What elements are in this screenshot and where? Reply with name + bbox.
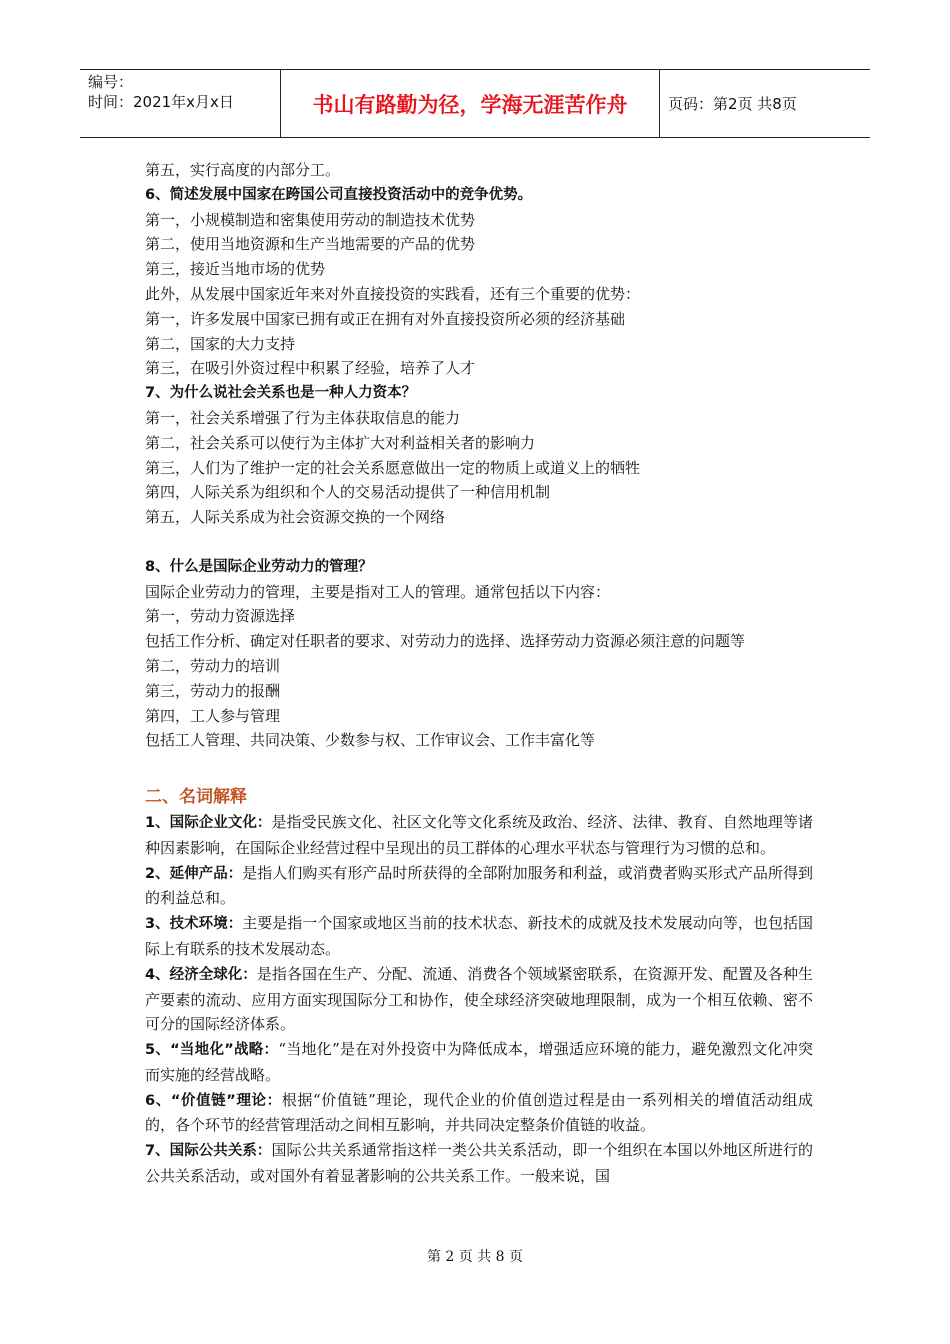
text-line: 第三，接近当地市场的优势 xyxy=(145,260,326,279)
definition-term: 6、“价值链”理论： xyxy=(145,1092,282,1109)
blank-line xyxy=(145,753,813,778)
definition-term: 5、“当地化”战略： xyxy=(145,1042,279,1059)
definition-term: 4、经济全球化： xyxy=(145,966,257,983)
definition-text: 国际公共关系通常指这样一类公共关系活动，即一个组织在本国以外地区所进行的公共关系活动，或对国外有着显著影响的公共关系工作。一般来说，国 xyxy=(145,1141,813,1186)
text-line: 第五，实行高度的内部分工。 xyxy=(145,161,341,179)
definition-term: 2、延伸产品： xyxy=(145,865,243,882)
page-footer: 第 2 页 共 8 页 xyxy=(426,1249,524,1265)
definition-item xyxy=(145,911,813,962)
definition-item xyxy=(145,1138,813,1189)
text-line: 第五，人际关系成为社会资源交换的一个网络 xyxy=(145,508,446,527)
text-line: 包括工人管理、共同决策、少数参与权、工作审议会、工作丰富化等 xyxy=(145,731,596,750)
definition-text: 是指各国在生产、分配、流通、消费各个领域紧密联系，在资源开发、配置及各种生产要素的流动、应用方面实现国际分工和协作，使全球经济突破地理限制，成为一个相互依赖、密不可分的国际经济体系。 xyxy=(145,964,813,1034)
definition-text: “当地化”是在对外投资中为降低成本，增强适应环境的能力，避免激烈文化冲突而实施的经营战略。 xyxy=(145,1040,814,1084)
text-line: 第二，社会关系可以使行为主体扩大对利益相关者的影响力 xyxy=(145,433,536,452)
definition-item xyxy=(145,861,813,912)
definition-term: 7、国际公共关系： xyxy=(145,1143,272,1160)
definition-item xyxy=(145,810,813,861)
number-label: 编号： xyxy=(88,73,134,91)
blank-line xyxy=(145,530,813,555)
text-line: 第二，使用当地资源和生产当地需要的产品的优势 xyxy=(145,235,476,254)
text-line: 第三，劳动力的报酬 xyxy=(145,681,281,700)
definition-term: 1、国际企业文化： xyxy=(145,814,272,831)
text-line: 第一，许多发展中国家已拥有或正在拥有对外直接投资所必须的经济基础 xyxy=(145,309,626,328)
text-line: 第四，人际关系为组织和个人的交易活动提供了一种信用机制 xyxy=(145,483,551,502)
time-label: 时间：2021年x月x日 xyxy=(88,93,234,111)
text-line: 第三，人们为了维护一定的社会关系愿意做出一定的物质上或道义上的牺牲 xyxy=(145,458,641,477)
header-meta xyxy=(80,70,280,137)
text-line: 包括工作分析、确定对任职者的要求、对劳动力的选择、选择劳动力资源必须注意的问题等 xyxy=(145,632,746,651)
question-heading: 8、什么是国际企业劳动力的管理？ xyxy=(145,558,373,575)
text-line: 第一，社会关系增强了行为主体获取信息的能力 xyxy=(145,408,461,427)
text-line: 第四，工人参与管理 xyxy=(145,706,281,725)
section-title: 二、名词解释 xyxy=(145,786,247,807)
document-header xyxy=(80,69,870,138)
definition-text: 是指受民族文化、社区文化等文化系统及政治、经济、法律、教育、自然地理等诸种因素影响，在国际企业经营过程中呈现出的员工群体的心理水平状态与管理行为习惯的总和。 xyxy=(145,812,813,857)
text-line: 国际企业劳动力的管理，主要是指对工人的管理。通常包括以下内容： xyxy=(145,582,611,601)
definition-item xyxy=(145,1088,813,1139)
definition-item xyxy=(145,962,813,1037)
definition-text: 根据“价值链”理论，现代企业的价值创造过程是由一系列相关的增值活动组成的，各个环节的经营管理活动之间相互影响，并共同决定整条价值链的收益。 xyxy=(145,1090,814,1135)
document-body xyxy=(145,158,813,1189)
text-line: 第二，劳动力的培训 xyxy=(145,656,281,675)
definition-text: 主要是指一个国家或地区当前的技术状态、新技术的成就及技术发展动向等，也包括国际上有联系的技术发展动态。 xyxy=(145,914,813,958)
question-heading: 7、为什么说社会关系也是一种人力资本？ xyxy=(145,385,417,402)
definition-text: 是指人们购买有形产品时所获得的全部附加服务和利益，或消费者购买形式产品所得到的利益总和。 xyxy=(145,863,813,908)
text-line: 第三，在吸引外资过程中积累了经验，培养了人才 xyxy=(145,359,476,378)
header-page-info: 页码：第2页 共8页 xyxy=(668,95,797,113)
text-line: 此外，从发展中国家近年来对外直接投资的实践看，还有三个重要的优势： xyxy=(145,284,641,303)
text-line: 第二，国家的大力支持 xyxy=(145,334,296,353)
header-motto: 书山有路勤为径，学海无涯苦作舟 xyxy=(280,70,660,137)
text-line: 第一，劳动力资源选择 xyxy=(145,607,296,626)
text-line: 第一，小规模制造和密集使用劳动的制造技术优势 xyxy=(145,210,476,229)
definition-item xyxy=(145,1037,813,1088)
definition-term: 3、技术环境： xyxy=(145,916,243,933)
question-heading: 6、简述发展中国家在跨国公司直接投资活动中的竞争优势。 xyxy=(145,186,533,203)
